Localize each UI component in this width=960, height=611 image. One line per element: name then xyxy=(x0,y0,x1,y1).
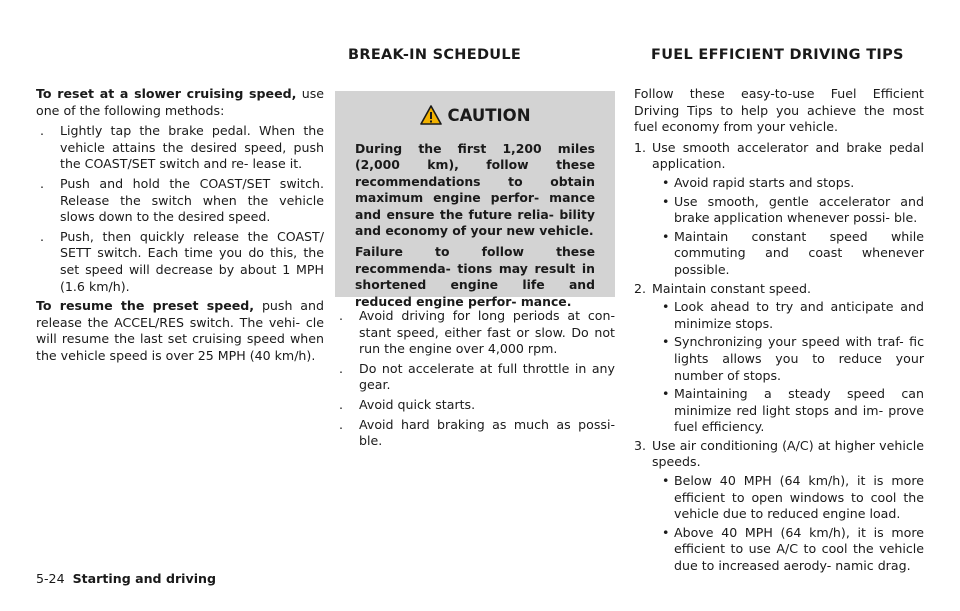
page-number: 5-24 xyxy=(36,571,65,586)
bullet-marker: 3. xyxy=(634,437,647,453)
item-text: Below 40 MPH (64 km/h), it is more efficient to open windows to cool the vehicle due to reduced engine load. xyxy=(674,473,924,522)
bullet-marker: • xyxy=(662,228,670,244)
bullet-marker: . xyxy=(339,360,344,376)
list-item xyxy=(335,308,615,358)
column-break-in xyxy=(335,308,615,453)
numbered-item xyxy=(634,438,924,471)
caution-body xyxy=(335,127,615,310)
bullet-marker: • xyxy=(662,524,670,540)
item-text: Push, then quickly release the COAST/ SETT switch. Each time you do this, the set speed will decrease by about 1 MPH (1.6 km/h). xyxy=(60,228,324,294)
item-text: Maintain constant speed. xyxy=(652,280,812,296)
bullet-marker: • xyxy=(662,386,670,402)
caution-box xyxy=(335,91,615,309)
numbered-item xyxy=(634,281,924,298)
bullet-marker: • xyxy=(662,299,670,315)
bullet-marker: 1. xyxy=(634,139,647,155)
sub-bullet xyxy=(634,334,924,384)
bullet-marker: . xyxy=(40,175,45,191)
item-text: Avoid hard braking as much as possi- ble. xyxy=(359,416,615,449)
numbered-item xyxy=(634,140,924,173)
sub-bullet xyxy=(634,386,924,436)
item-text: Use smooth, gentle accelerator and brake application whenever possi- ble. xyxy=(674,193,924,226)
bullet-marker: • xyxy=(662,193,670,209)
bullet-marker: • xyxy=(662,473,670,489)
list-item xyxy=(36,229,324,295)
item-text: Look ahead to try and anticipate and minimize stops. xyxy=(674,299,924,331)
sub-bullet xyxy=(634,175,924,192)
bullet-marker: • xyxy=(662,174,670,190)
column-cruise-control xyxy=(36,86,324,369)
bullet-marker: . xyxy=(40,123,45,139)
sub-bullet xyxy=(634,473,924,523)
bullet-marker: . xyxy=(339,396,344,412)
item-text: Maintain constant speed while commuting and coast whenever possible. xyxy=(674,228,924,277)
paragraph-reset-slower: To reset at a slower cruising speed, use one of the following methods: xyxy=(36,86,325,118)
list-item xyxy=(335,417,615,450)
bullet-marker: . xyxy=(339,416,344,432)
item-text: Use smooth accelerator and brake pedal application. xyxy=(652,139,924,172)
footer-section-name: Starting and driving xyxy=(72,571,217,586)
bullet-marker: . xyxy=(339,308,344,323)
item-text: Avoid quick starts. xyxy=(359,396,476,412)
list-item xyxy=(335,397,615,414)
section-title-fuel-tips: FUEL EFFICIENT DRIVING TIPS xyxy=(651,47,904,63)
sub-bullet xyxy=(634,194,924,227)
caution-paragraph: Failure to follow these recommenda- tions may result in shortened engine life and reduced engine perfor- mance. xyxy=(355,244,595,309)
page-footer xyxy=(36,571,216,586)
sub-bullet xyxy=(634,229,924,279)
item-text: Synchronizing your speed with traf- fic lights allows you to reduce your number of stops. xyxy=(674,334,924,383)
paragraph-resume-preset: To resume the preset speed, push and release the ACCEL/RES switch. The vehi- cle will resume the last set cruising speed when the vehicle speed is over 25 MPH (40 km/h). xyxy=(36,298,324,363)
paragraph-intro: Follow these easy-to-use Fuel Efficient Driving Tips to help you achieve the most fuel economy from your vehicle. xyxy=(634,86,924,135)
item-text: Avoid driving for long periods at con- stant speed, either fast or slow. Do not run the engine over 4,000 rpm. xyxy=(359,308,615,357)
item-text: Lightly tap the brake pedal. When the vehicle attains the desired speed, push the COAST/SET switch and re- lease it. xyxy=(60,123,324,172)
item-text: Use air conditioning (A/C) at higher vehicle speeds. xyxy=(652,437,924,470)
section-title-break-in: BREAK-IN SCHEDULE xyxy=(348,47,522,63)
bullet-marker: . xyxy=(40,228,45,244)
sub-bullet xyxy=(634,299,924,332)
list-item xyxy=(335,361,615,394)
item-text: Maintaining a steady speed can minimize red light stops and im- prove fuel efficiency. xyxy=(674,386,924,435)
caution-heading: CAUTION xyxy=(335,105,615,127)
item-text: Do not accelerate at full throttle in any gear. xyxy=(359,360,615,393)
column-fuel-tips xyxy=(634,86,924,577)
sub-bullet xyxy=(634,525,924,575)
item-text: Above 40 MPH (64 km/h), it is more efficient to use A/C to cool the vehicle due to increased aerody- namic drag. xyxy=(674,524,924,574)
list-item xyxy=(36,176,324,226)
item-text: Avoid rapid starts and stops. xyxy=(674,174,855,190)
caution-paragraph: During the first 1,200 miles (2,000 km), follow these recommendations to obtain maximum engine perfor- mance and ensure the future relia- bility and economy of your new vehicle. xyxy=(355,141,595,239)
bullet-marker: 2. xyxy=(634,280,647,296)
bullet-marker: • xyxy=(662,334,670,350)
list-item xyxy=(36,123,324,173)
warning-triangle-icon xyxy=(420,105,442,125)
item-text: Push and hold the COAST/SET switch. Release the switch when the vehicle slows down to the desired speed. xyxy=(60,175,324,225)
